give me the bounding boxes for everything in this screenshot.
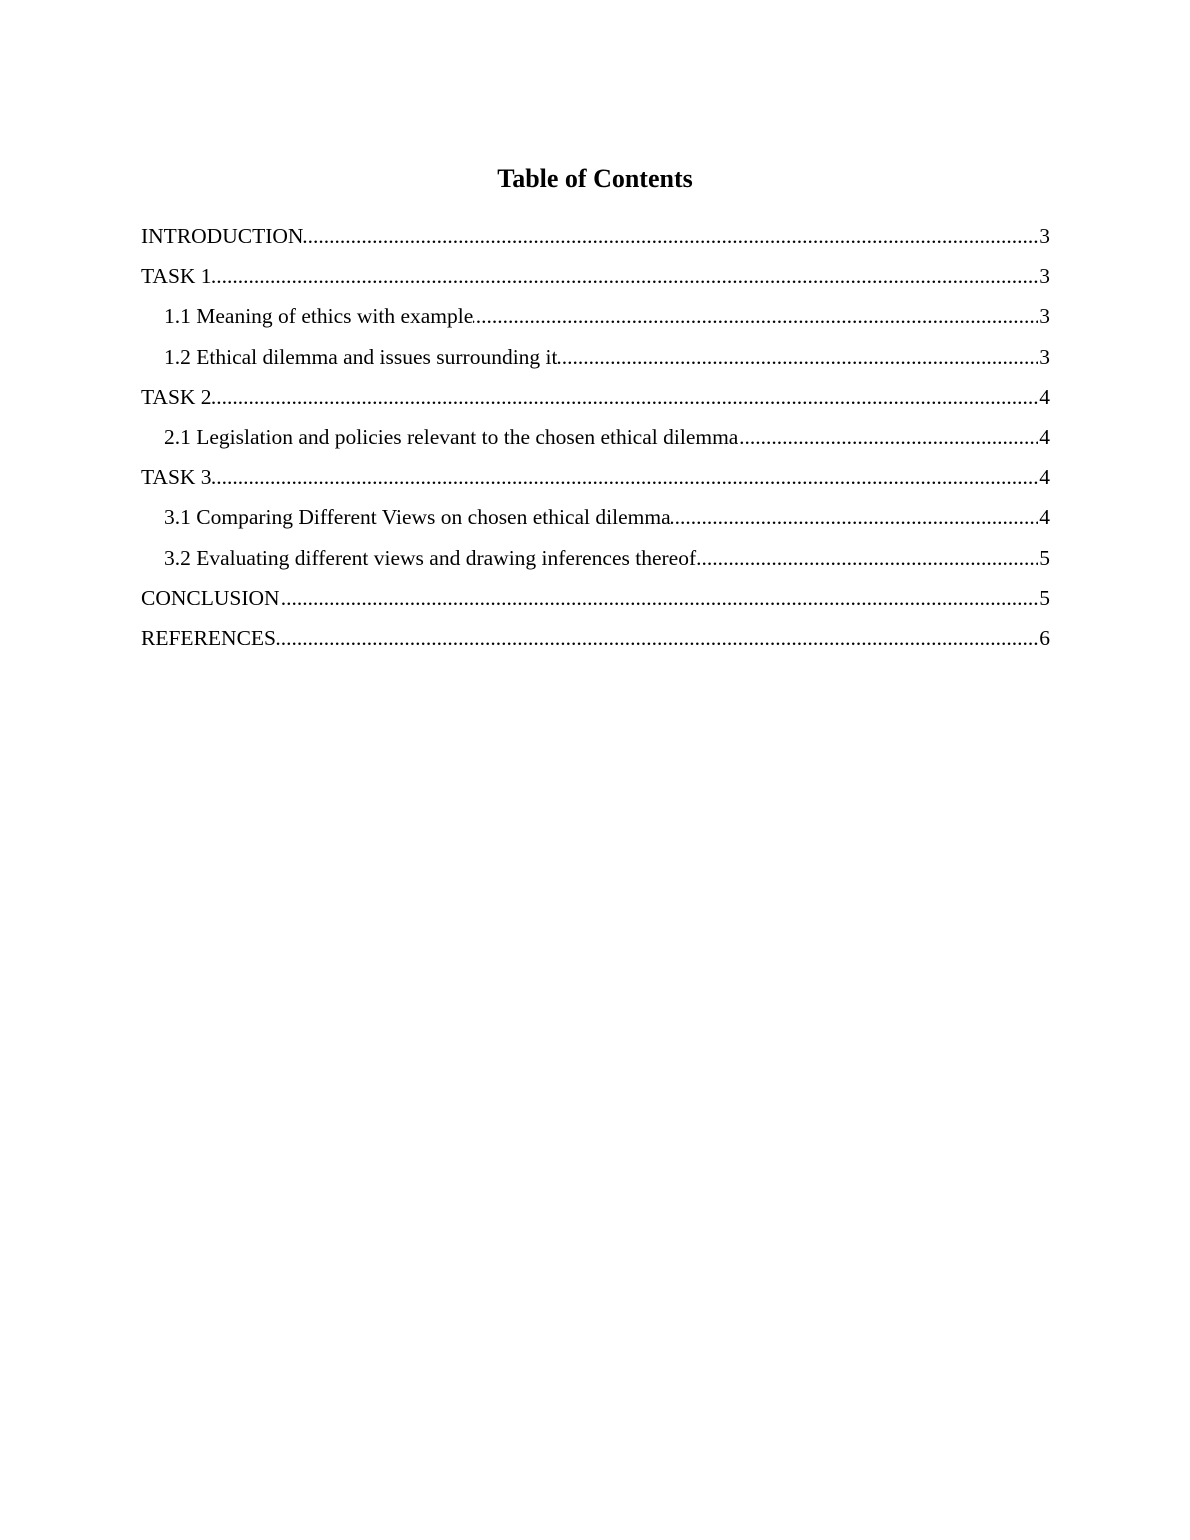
toc-entry-3-2[interactable]: [141, 542, 1050, 582]
toc-entry-page-number: 3: [1039, 260, 1050, 292]
toc-entry-label: TASK 1: [141, 264, 212, 289]
toc-entry-label: 1.2 Ethical dilemma and issues surrounding it: [164, 344, 558, 369]
toc-entry-2-1[interactable]: [141, 421, 1050, 461]
toc-entry-page-number: 3: [1039, 341, 1050, 373]
toc-entry-label: TASK 2: [141, 384, 212, 409]
toc-entry-page-number: 3: [1039, 220, 1050, 252]
toc-entry-task-2[interactable]: [141, 381, 1050, 421]
toc-entry-page-number: 3: [1039, 300, 1050, 332]
toc-entry-task-3[interactable]: [141, 461, 1050, 501]
toc-entry-references[interactable]: [141, 622, 1050, 662]
toc-entry-page-number: 4: [1039, 461, 1050, 493]
toc-entry-page-number: 4: [1039, 421, 1050, 453]
toc-entry-introduction[interactable]: [141, 220, 1050, 260]
dot-leader: [141, 461, 1038, 493]
toc-title: Table of Contents: [497, 164, 693, 193]
toc-entry-task-1[interactable]: [141, 260, 1050, 300]
toc-entry-page-number: 6: [1039, 622, 1050, 654]
toc-entry-conclusion[interactable]: [141, 582, 1050, 622]
toc-entry-label: INTRODUCTION: [141, 224, 304, 248]
toc-entry-3-1[interactable]: [141, 501, 1050, 541]
toc-entry-label: TASK 3: [141, 465, 212, 490]
dot-leader: [141, 381, 1038, 413]
toc-entry-label: 2.1 Legislation and policies relevant to the chosen ethical dilemma: [164, 424, 739, 449]
toc-entry-page-number: 4: [1039, 381, 1050, 413]
toc-entry-label: CONCLUSION: [141, 585, 280, 610]
toc-entry-label: 1.1 Meaning of ethics with example: [164, 304, 474, 329]
dot-leader: [141, 260, 1038, 292]
toc-entry-1-1[interactable]: [141, 300, 1050, 340]
toc-entry-page-number: 5: [1039, 582, 1050, 614]
toc-entry-label: 3.1 Comparing Different Views on chosen ethical dilemma: [164, 505, 671, 530]
toc-entry-label: REFERENCES: [141, 625, 276, 650]
toc-entry-page-number: 4: [1039, 501, 1050, 533]
toc-list: [141, 220, 1050, 662]
toc-entry-1-2[interactable]: [141, 341, 1050, 381]
toc-entry-page-number: 5: [1039, 542, 1050, 574]
toc-entry-label: 3.2 Evaluating different views and drawing inferences thereof: [164, 545, 697, 570]
